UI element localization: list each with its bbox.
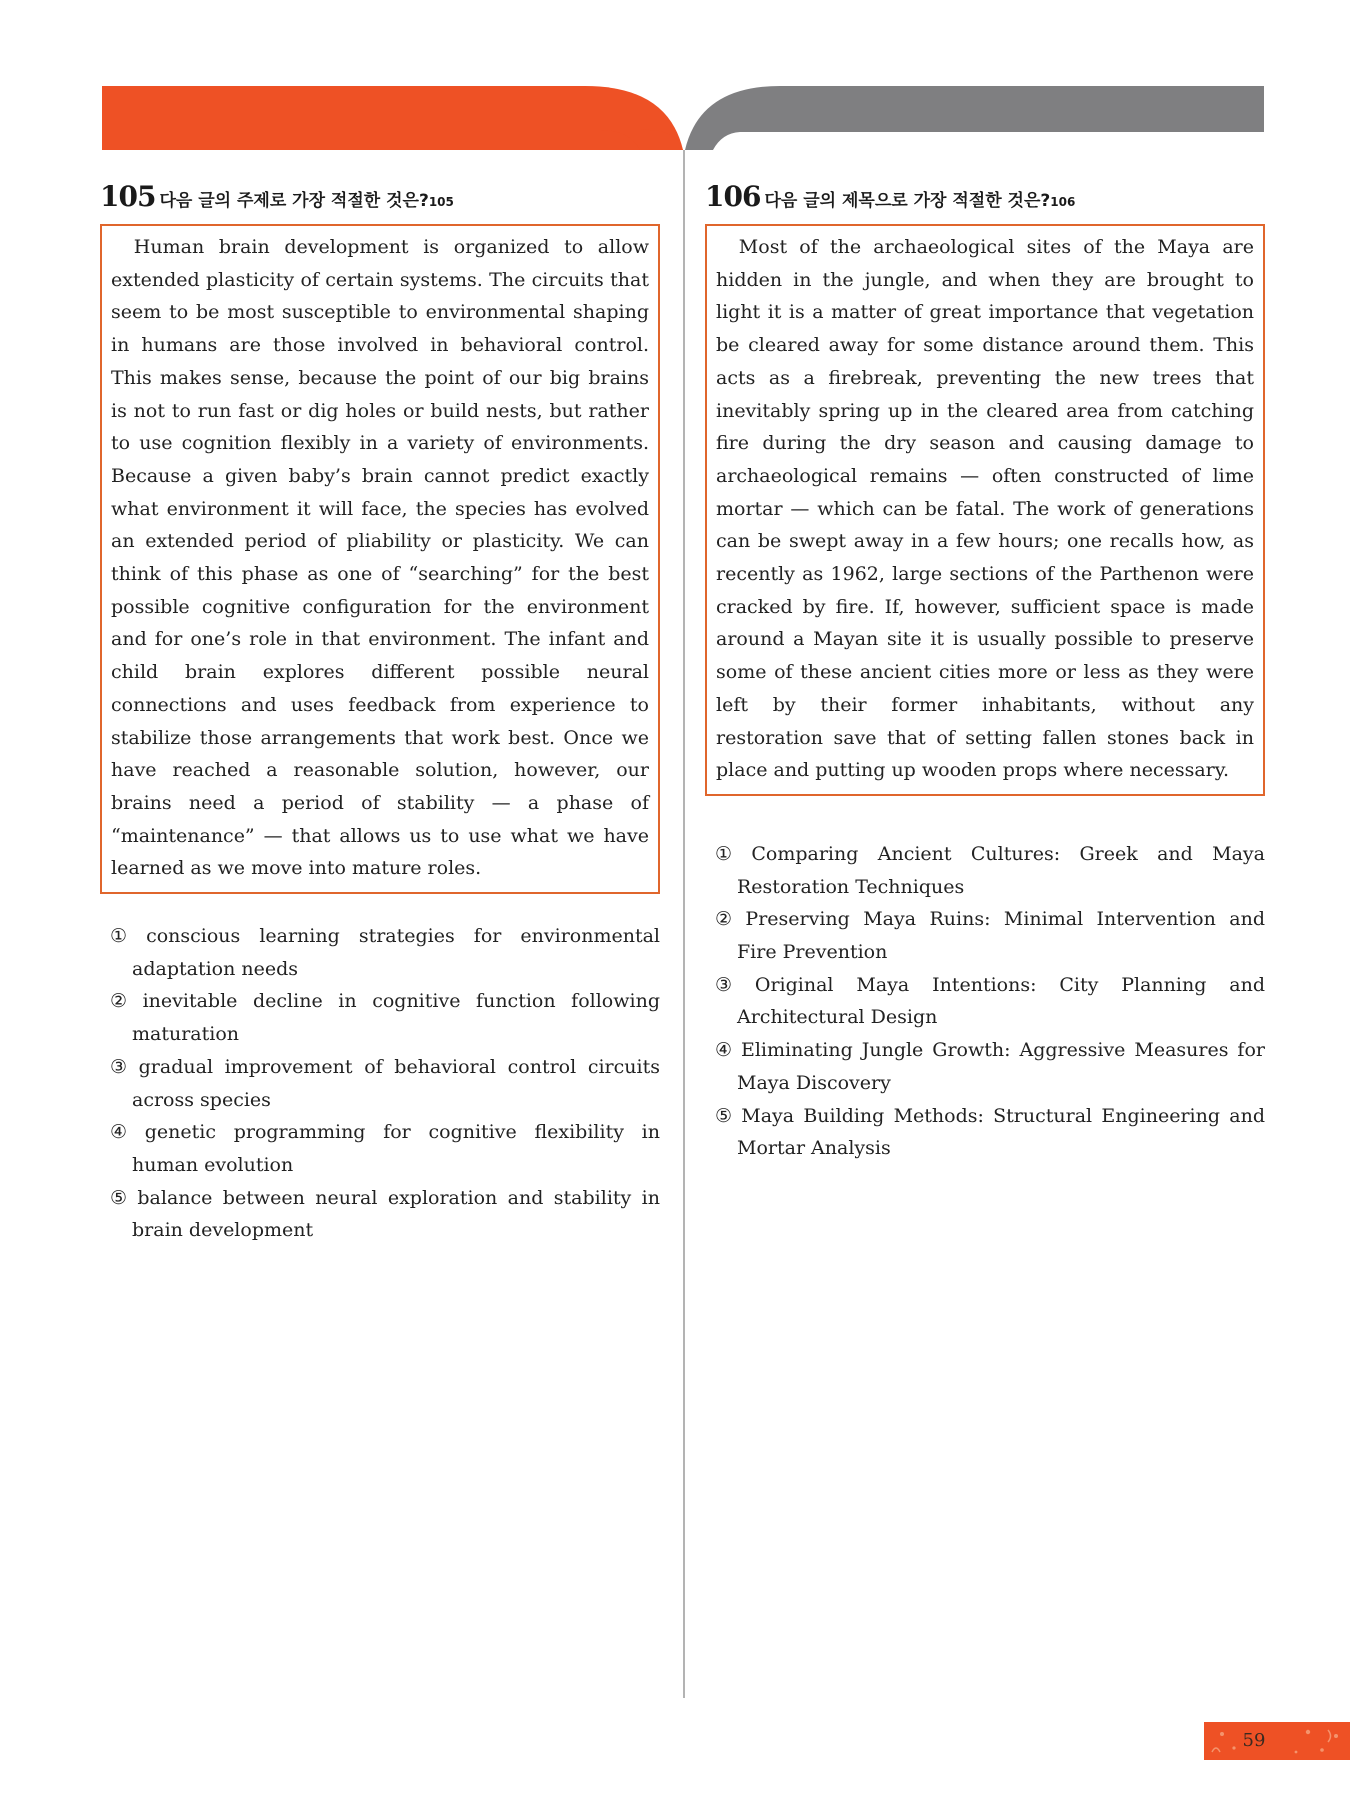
answer-choice-4[interactable]: [110, 1116, 660, 1181]
answer-choices: [100, 920, 660, 1247]
answer-choice-2[interactable]: [110, 985, 660, 1050]
choice-text: gradual improvement of behavioral control circuits across species: [132, 1055, 660, 1111]
question-ref: 106: [1050, 195, 1076, 209]
header-orange-tab: [102, 86, 683, 150]
choice-text: balance between neural exploration and stability in brain development: [132, 1186, 660, 1242]
passage-box: [100, 224, 660, 894]
header-banner: [0, 0, 1350, 160]
question-number: 106: [705, 180, 761, 213]
answer-choice-2[interactable]: [715, 903, 1265, 968]
answer-choice-5[interactable]: [110, 1182, 660, 1247]
choice-text: conscious learning strategies for environmental adaptation needs: [132, 925, 660, 980]
choice-text: Original Maya Intentions: City Planning and Architectural Design: [737, 973, 1265, 1029]
choice-number: ⑤: [715, 1104, 736, 1127]
passage-text: Human brain development is organized to allow extended plasticity of certain systems. The circuits that seem to be most susceptible to environmental shaping in humans are those involved in behavioral control. This makes sense, because the point of our big brains is not to run fast or dig holes or build nests, but rather to use cognition flexibly in a variety of environments. Because a given baby’s brain cannot predict exactly what environment it will face, the species has evolved an extended period of pliability or plasticity. We can think of this phase as one of “searching” for the best possible cognitive configuration for the environment and for one’s role in that environment. The infant and child brain explores different possible neural connections and uses feedback from experience to stabilize those arrangements that work best. Once we have reached a reasonable solution, however, our brains need a period of stability — a phase of “maintenance” — that allows us to use what we have learned as we move into mature roles.: [111, 236, 649, 880]
question-106: [705, 180, 1265, 1165]
answer-choice-5[interactable]: [715, 1100, 1265, 1165]
answer-choice-3[interactable]: [110, 1051, 660, 1116]
answer-choice-1[interactable]: [110, 920, 660, 985]
choice-text: genetic programming for cognitive flexibility in human evolution: [132, 1121, 660, 1176]
choice-number: ①: [715, 842, 746, 865]
question-105: [100, 180, 660, 1247]
choice-number: ③: [110, 1055, 133, 1078]
choice-text: Eliminating Jungle Growth: Aggressive Measures for Maya Discovery: [737, 1039, 1265, 1094]
answer-choice-1[interactable]: [715, 838, 1265, 903]
choice-number: ④: [110, 1121, 139, 1144]
passage-text: Most of the archaeological sites of the Maya are hidden in the jungle, and when they are brought to light it is a matter of great importance that vegetation be cleared away for some distance around them. This acts as a firebreak, preventing the new trees that inevitably spring up in the cleared area from catching fire during the dry season and causing damage to archaeological remains — often constructed of lime mortar — which can be fatal. The work of generations can be swept away in a few hours; one recalls how, as recently as 1962, large sections of the Parthenon were cracked by fire. If, however, sufficient space is made around a Mayan site it is usually possible to preserve some of these ancient cities more or less as they were left by their former inhabitants, without any restoration save that of setting fallen stones back in place and putting up wooden props where necessary.: [716, 236, 1254, 782]
question-heading: [100, 180, 660, 224]
page-number: 59: [1242, 1730, 1266, 1751]
choice-number: ③: [715, 973, 749, 996]
question-heading: [705, 180, 1265, 224]
choice-text: Maya Building Methods: Structural Engineering and Mortar Analysis: [737, 1104, 1265, 1160]
question-prompt: 다음 글의 주제로 가장 적절한 것은?: [159, 191, 429, 211]
answer-choices: [705, 838, 1265, 1165]
header-gray-tab: [685, 86, 1264, 150]
question-number: 105: [100, 180, 156, 213]
answer-choice-4[interactable]: [715, 1034, 1265, 1099]
answer-choice-3[interactable]: [715, 969, 1265, 1034]
choice-text: Comparing Ancient Cultures: Greek and Maya Restoration Techniques: [737, 842, 1265, 898]
passage-box: [705, 224, 1265, 796]
choice-text: Preserving Maya Ruins: Minimal Intervention and Fire Prevention: [737, 908, 1265, 964]
choice-number: ④: [715, 1039, 735, 1062]
question-prompt: 다음 글의 제목으로 가장 적절한 것은?: [764, 191, 1051, 211]
question-ref: 105: [428, 195, 454, 209]
column-divider: [683, 150, 685, 1698]
choice-number: ⑤: [110, 1186, 132, 1209]
choice-text: inevitable decline in cognitive function following maturation: [132, 990, 660, 1046]
choice-number: ②: [715, 908, 740, 931]
choice-number: ①: [110, 925, 141, 948]
choice-number: ②: [110, 990, 137, 1013]
